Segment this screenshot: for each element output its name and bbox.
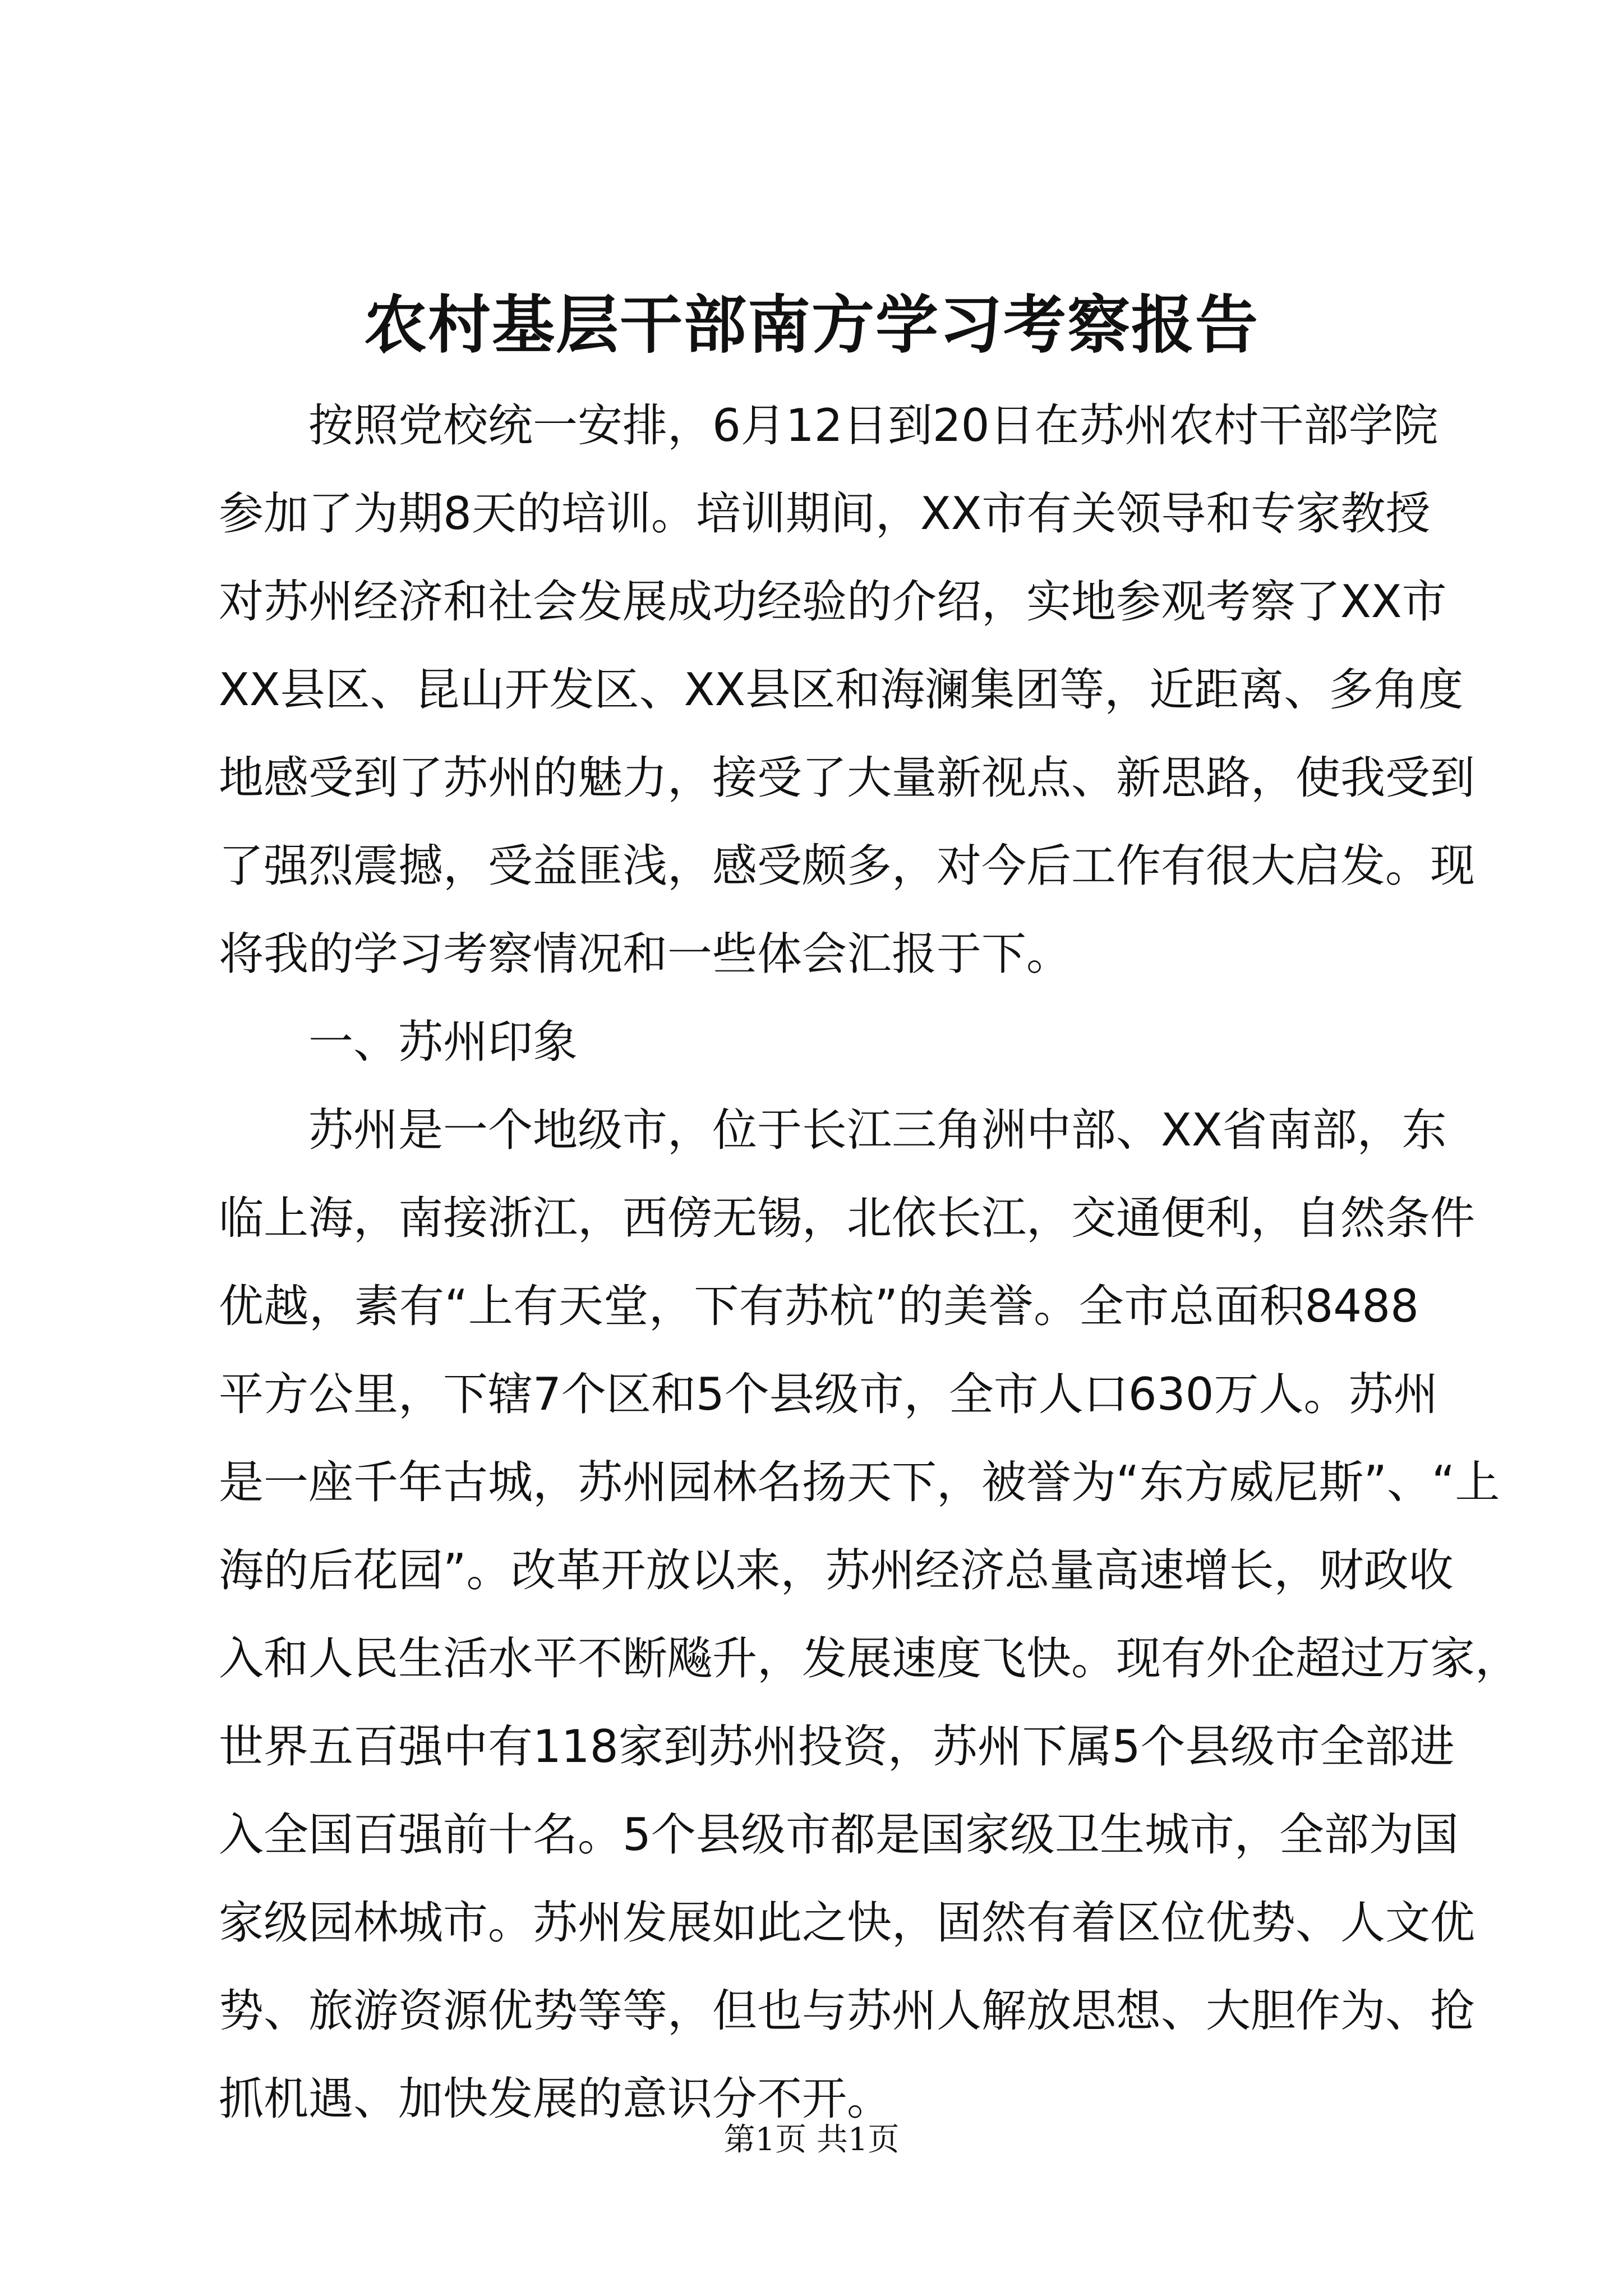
body-line: 入全国百强前十名。5个县级市都是国家级卫生城市，全部为国: [219, 1809, 1459, 1861]
body-line: 苏州是一个地级市，位于长江三角洲中部、XX省南部，东: [219, 1104, 1447, 1156]
body-line: 是一座千年古城，苏州园林名扬天下，被誉为“东方威尼斯”、“上: [219, 1456, 1500, 1508]
body-line: 临上海，南接浙江，西傍无锡，北依长江，交通便利，自然条件: [219, 1192, 1475, 1244]
body-line: 世界五百强中有118家到苏州投资，苏州下属5个县级市全部进: [219, 1720, 1455, 1773]
body-line: 抓机遇、加快发展的意识分不开。: [219, 2073, 892, 2125]
body-line: 入和人民生活水平不断飚升，发展速度飞快。现有外企超过万家，: [219, 1632, 1520, 1685]
body-line: 家级园林城市。苏州发展如此之快，固然有着区位优势、人文优: [219, 1897, 1475, 1949]
document-body: [219, 381, 1520, 2143]
page-footer: 第1页 共1页: [723, 2122, 900, 2158]
body-line: 了强烈震撼，受益匪浅，感受颇多，对今后工作有很大启发。现: [219, 840, 1475, 892]
body-line: 参加了为期8天的培训。培训期间，XX市有关领导和专家教授: [219, 487, 1431, 540]
body-line: 按照党校统一安排，6月12日到20日在苏州农村干部学院: [219, 399, 1438, 452]
body-line: 海的后花园”。改革开放以来，苏州经济总量高速增长，财政收: [219, 1544, 1454, 1596]
document-title: 农村基层干部南方学习考察报告: [364, 288, 1259, 362]
body-line: 对苏州经济和社会发展成功经验的介绍，实地参观考察了XX市: [219, 576, 1447, 628]
body-line: 势、旅游资源优势等等，但也与苏州人解放思想、大胆作为、抢: [219, 1985, 1475, 2037]
section-heading: 一、苏州印象: [219, 1016, 578, 1068]
body-line: 平方公里，下辖7个区和5个县级市，全市人口630万人。苏州: [219, 1368, 1438, 1420]
body-line: 地感受到了苏州的魅力，接受了大量新视点、新思路，使我受到: [219, 752, 1475, 804]
body-line: 优越，素有“上有天堂，下有苏杭”的美誉。全市总面积8488: [219, 1280, 1419, 1332]
body-line: XX县区、昆山开发区、XX县区和海澜集团等，近距离、多角度: [219, 664, 1464, 716]
body-line: 将我的学习考察情况和一些体会汇报于下。: [219, 928, 1071, 980]
